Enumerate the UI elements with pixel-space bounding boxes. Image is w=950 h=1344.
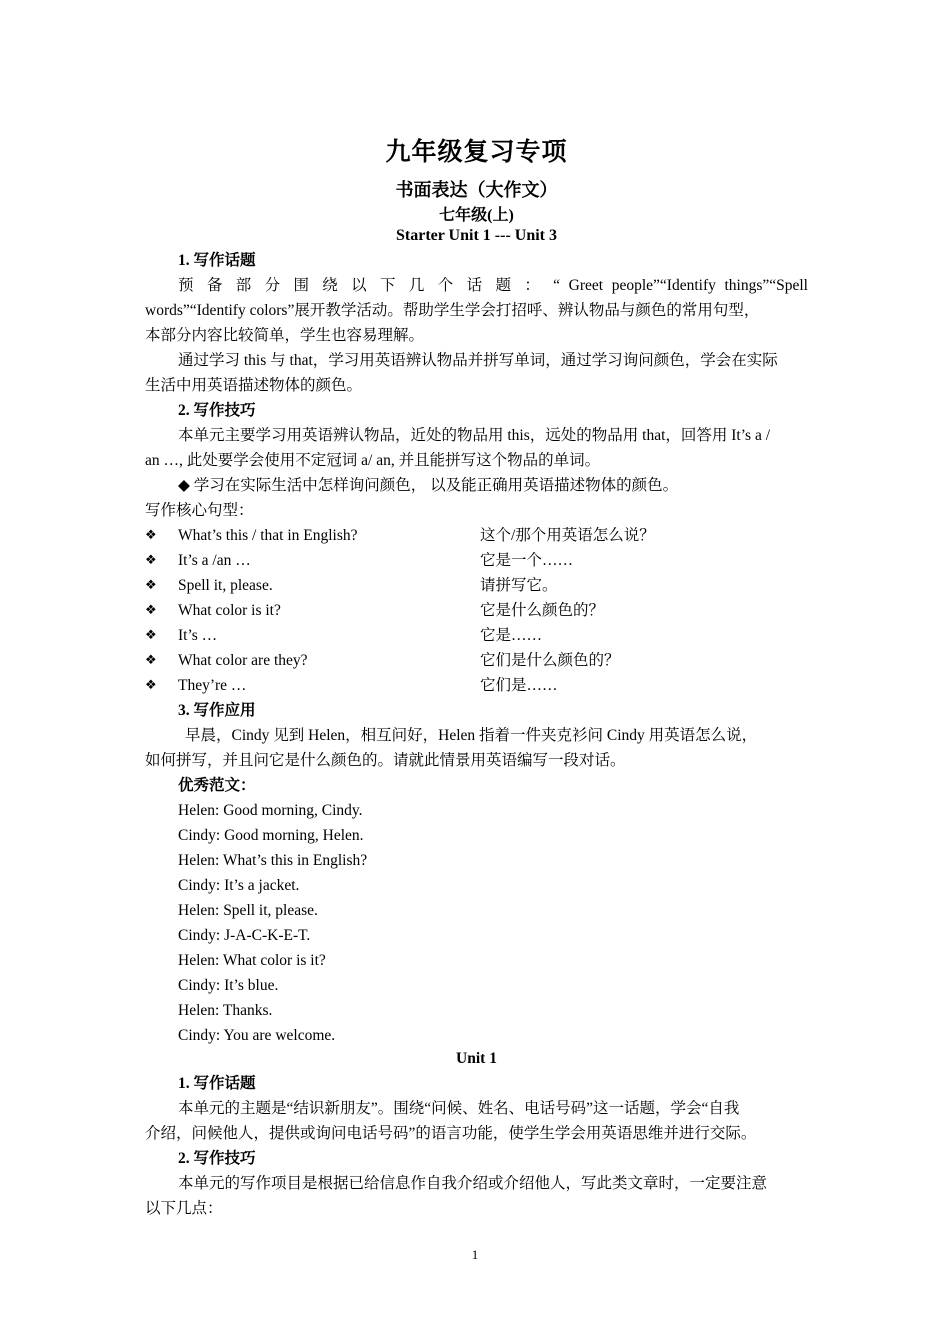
bullet-icon: ❖ xyxy=(145,578,157,593)
unit1-skill-heading: 2. 写作技巧 xyxy=(178,1150,256,1167)
unit-range: Starter Unit 1 --- Unit 3 xyxy=(395,227,557,244)
dialogue-line: Cindy: It’s a jacket. xyxy=(178,877,300,894)
core-sentence-row xyxy=(145,648,808,673)
application-text: 早晨，Cindy 见到 Helen，相互问好，Helen 指着一件夹克衫问 Cindy 用英语怎么说， xyxy=(185,727,758,744)
starter-skill-heading: 2. 写作技巧 xyxy=(178,402,256,419)
unit1-topic-text: 本单元的主题是“结识新朋友”。围绕“问候、姓名、电话号码”这一话题，学会“自我 xyxy=(178,1100,740,1117)
sample-essay-label: 优秀范文： xyxy=(178,777,256,794)
starter-application-heading: 3. 写作应用 xyxy=(178,702,256,719)
core-sentence-en: They’re … xyxy=(178,677,247,694)
core-sentence-cn: 它是…… xyxy=(480,627,543,644)
core-sentence-en: It’s … xyxy=(178,627,218,644)
bullet-icon: ❖ xyxy=(145,653,157,668)
dialogue-line: Cindy: You are welcome. xyxy=(178,1027,336,1044)
core-sentence-cn: 它是一个…… xyxy=(480,552,574,569)
dialogue-line: Helen: Thanks. xyxy=(178,1002,273,1019)
core-sentence-row xyxy=(145,573,808,598)
core-sentence-row xyxy=(145,548,808,573)
starter-topic-text: 本部分内容比较简单，学生也容易理解。 xyxy=(145,327,425,344)
starter-topic-text: 生活中用英语描述物体的颜色。 xyxy=(145,377,363,394)
dialogue-line: Helen: Good morning, Cindy. xyxy=(178,802,363,819)
dialogue-line: Helen: What’s this in English? xyxy=(178,852,368,869)
core-sentence-cn: 它是什么颜色的？ xyxy=(480,602,605,619)
dialogue-line: Helen: What color is it? xyxy=(178,952,326,969)
starter-topic-text: 预 备 部 分 围 绕 以 下 几 个 话 题 ： “ Greet people”“Identify things”“Spell xyxy=(178,277,808,294)
unit1-skill-text: 以下几点： xyxy=(145,1200,223,1217)
unit1-topic-heading: 1. 写作话题 xyxy=(178,1075,256,1092)
core-sentence-en: What color is it? xyxy=(178,602,281,619)
core-sentence-en: It’s a /an … xyxy=(178,552,251,569)
core-sentence-cn: 这个/那个用英语怎么说？ xyxy=(480,527,655,544)
unit1-topic-text: 介绍，问候他人，提供或询问电话号码”的语言功能，使学生学会用英语思维并进行交际。 xyxy=(145,1125,757,1142)
core-sentence-en: What’s this / that in English? xyxy=(178,527,358,544)
dialogue-line: Cindy: It’s blue. xyxy=(178,977,279,994)
application-text: 如何拼写，并且问它是什么颜色的。请就此情景用英语编写一段对话。 xyxy=(145,752,626,769)
starter-topic-text: 通过学习 this 与 that，学习用英语辨认物品并拼写单词，通过学习询问颜色，学会在实际 xyxy=(178,352,778,369)
core-sentence-cn: 它们是什么颜色的？ xyxy=(480,652,620,669)
bullet-icon: ❖ xyxy=(145,603,157,618)
grade-label: 七年级(上) xyxy=(439,207,514,224)
starter-skill-text: ◆ 学习在实际生活中怎样询问颜色， 以及能正确用英语描述物体的颜色。 xyxy=(178,477,679,494)
dialogue-line: Helen: Spell it, please. xyxy=(178,902,318,919)
core-sentence-en: Spell it, please. xyxy=(178,577,273,594)
core-sentence-row xyxy=(145,598,808,623)
core-sentence-cn: 它们是…… xyxy=(480,677,558,694)
page-subtitle: 书面表达（大作文） xyxy=(395,180,558,200)
core-sentence-row xyxy=(145,623,808,648)
unit1-skill-text: 本单元的写作项目是根据已给信息作自我介绍或介绍他人，写此类文章时，一定要注意 xyxy=(178,1175,768,1192)
bullet-icon: ❖ xyxy=(145,628,157,643)
dialogue-line: Cindy: Good morning, Helen. xyxy=(178,827,364,844)
core-sentences-label: 写作核心句型： xyxy=(145,502,254,519)
bullet-icon: ❖ xyxy=(145,528,157,543)
core-sentence-row xyxy=(145,673,808,698)
page-title: 九年级复习专项 xyxy=(385,139,568,166)
bullet-icon: ❖ xyxy=(145,678,157,693)
core-sentence-row xyxy=(145,523,808,548)
dialogue-line: Cindy: J-A-C-K-E-T. xyxy=(178,927,311,944)
bullet-icon: ❖ xyxy=(145,553,157,568)
starter-skill-text: an …, 此处要学会使用不定冠词 a/ an, 并且能拼写这个物品的单词。 xyxy=(145,452,601,469)
core-sentence-cn: 请拼写它。 xyxy=(480,577,558,594)
starter-topic-text: words”“Identify colors”展开教学活动。帮助学生学会打招呼、辨认物品与颜色的常用句型， xyxy=(145,302,760,319)
starter-skill-text: 本单元主要学习用英语辨认物品，近处的物品用 this，远处的物品用 that，回答用 It’s a / xyxy=(178,427,771,444)
unit1-heading: Unit 1 xyxy=(456,1050,497,1067)
page-number: 1 xyxy=(471,1247,479,1262)
core-sentence-en: What color are they? xyxy=(178,652,308,669)
starter-topic-heading: 1. 写作话题 xyxy=(178,252,256,269)
